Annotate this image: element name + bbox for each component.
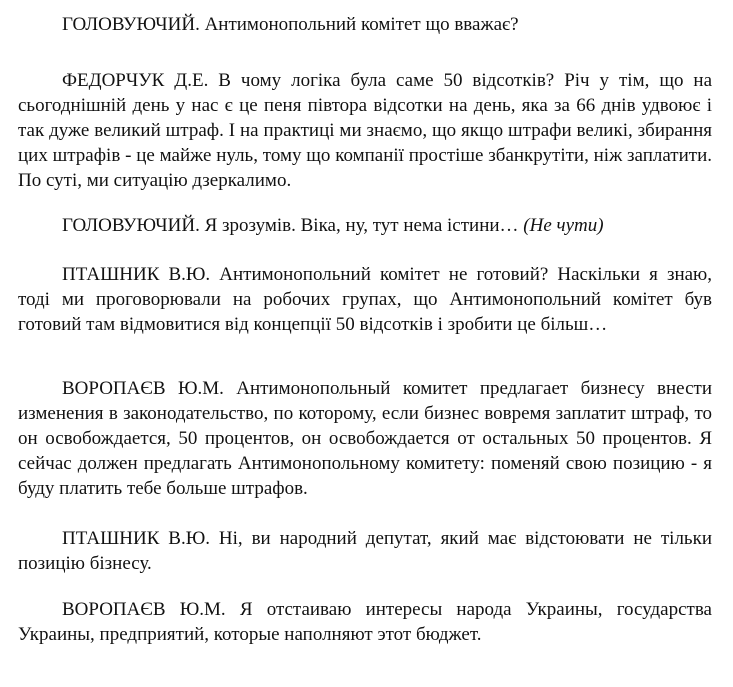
transcript-paragraph-chair-reply [18,213,712,238]
paragraph-text: ФЕДОРЧУК Д.Е. В чому логіка була саме 50 відсотків? Річ у тім, що на сьогоднішній день у нас є це пеня півтора відсотки на день, яка за 66 днів удвоює і так дуже великий штраф. І на практиці ми знаємо, що якщо штрафи великі, збирання цих штрафів - це майже нуль, тому що компанії простіше збанкрутіти, ніж заплатити. По суті, ми ситуацію дзеркалимо. [18,70,712,191]
transcript-paragraph-voropaev-second [18,597,712,647]
paragraph-text: ГОЛОВУЮЧИЙ. Я зрозумів. Віка, ну, тут нема істини… [62,215,519,236]
inaudible-remark: (Не чути) [523,215,604,236]
paragraph-text: ГОЛОВУЮЧИЙ. Антимонопольний комітет що вважає? [62,14,519,35]
transcript-paragraph-chair-question [18,12,712,37]
paragraph-text: ВОРОПАЄВ Ю.М. Антимонопольный комитет предлагает бизнесу внести изменения в законодательство, по которому, если бизнес вовремя заплатит штраф, то он освобождается, 50 процентов, он освобождается от остальных 50 процентов. Я сейчас должен предлагать Антимонопольному комитету: поменяй свою позицию - я буду платить тебе больше штрафов. [18,378,712,499]
transcript-paragraph-fedorchuk [18,68,712,193]
transcript-paragraph-ptashnyk-second [18,526,712,576]
paragraph-text: ВОРОПАЄВ Ю.М. Я отстаиваю интересы народа Украины, государства Украины, предприятий, которые наполняют этот бюджет. [18,599,712,645]
transcript-paragraph-ptashnyk-first [18,262,712,337]
paragraph-text: ПТАШНИК В.Ю. Антимонопольний комітет не готовий? Наскільки я знаю, тоді ми проговорювали на робочих групах, що Антимонопольний комітет був готовий там відмовитися від концепції 50 відсотків і зробити це більш… [18,264,712,335]
transcript-paragraph-voropaev-first [18,376,712,501]
paragraph-text: ПТАШНИК В.Ю. Ні, ви народний депутат, який має відстоювати не тільки позицію бізнесу. [18,528,712,574]
